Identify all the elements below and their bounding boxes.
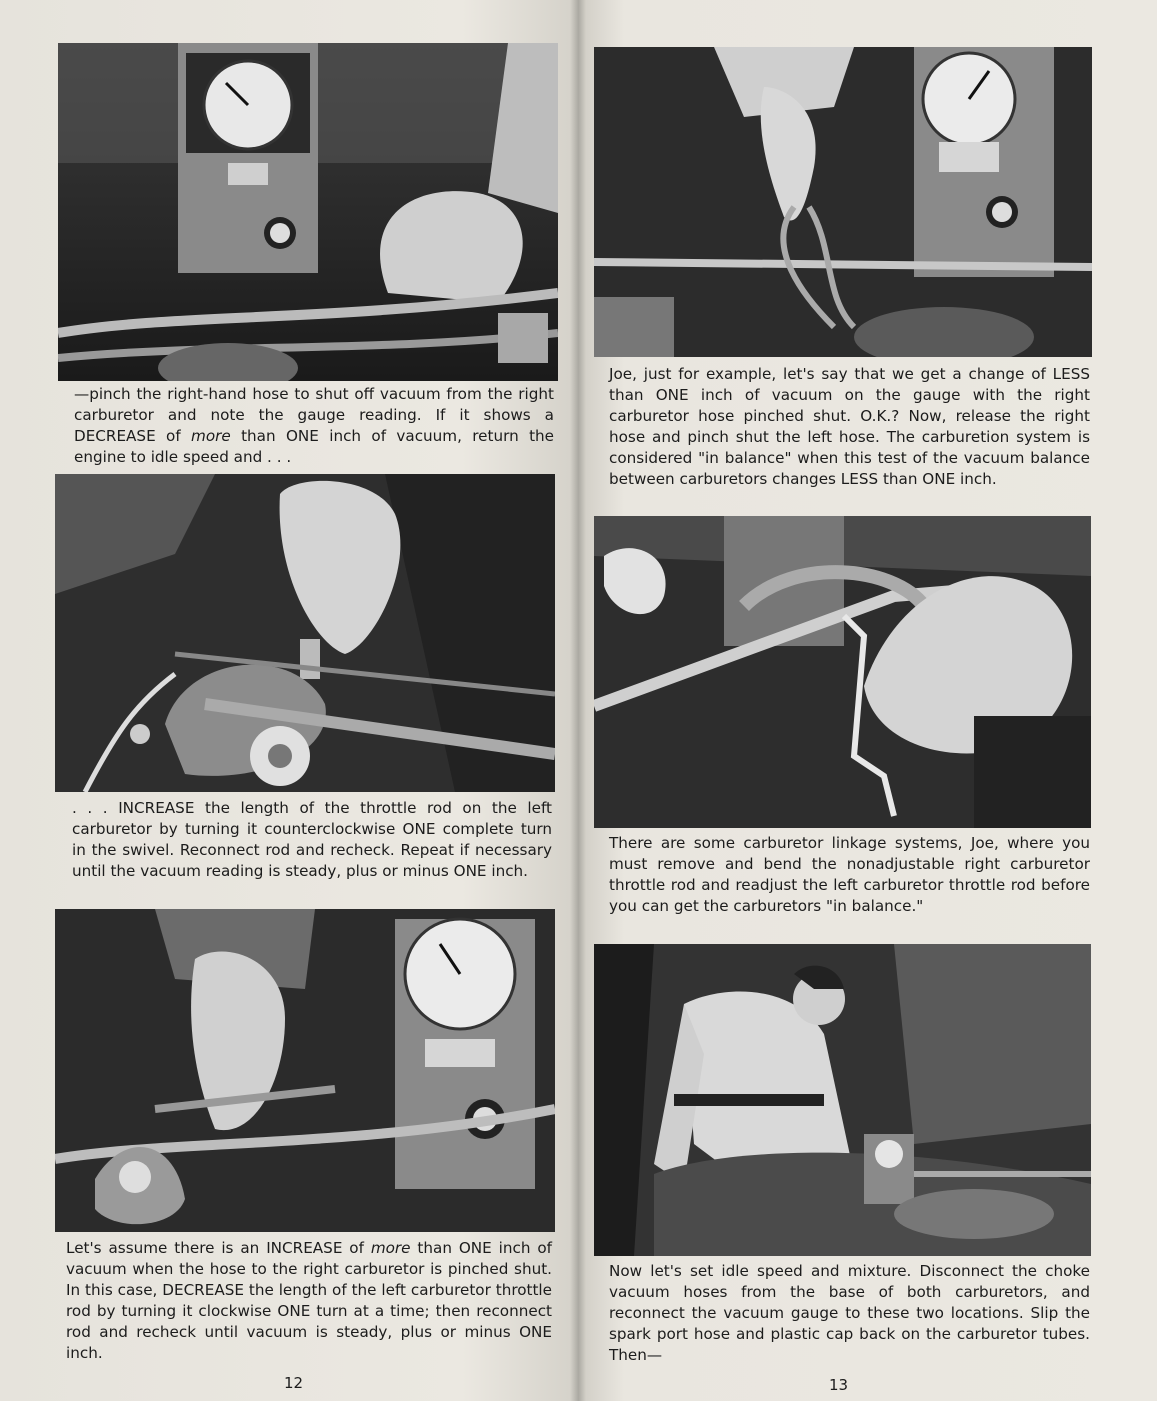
caption-text: Let's assume there is an INCREASE of — [66, 1239, 371, 1257]
caption-text: —pinch the right-hand hose to shut off vacuum from the right carburetor and note the gauge reading. If it shows a DECREASE of — [74, 385, 554, 445]
photo-mechanic-engine-bay — [594, 944, 1091, 1256]
caption-linkage-systems: There are some carburetor linkage systems, Joe, where you must remove and bend the nonadjustable right carburetor throttle rod and readjust the left carburetor throttle rod before you can get the carburetors "in balance." — [609, 834, 1090, 915]
caption-emphasis: more — [191, 427, 231, 445]
photo-gauge-pinch-right-hose — [58, 43, 558, 381]
photo-bend-throttle-rod — [594, 516, 1091, 828]
photo-gauge-pinch-left-hose — [594, 47, 1092, 357]
caption-pinch-right-hose — [74, 384, 554, 468]
page-number-right: 13 — [829, 1376, 849, 1394]
caption-text: than ONE inch of vacuum when the hose to the right carburetor is pinched shut. In this case, DECREASE the length of the left carburetor throttle rod by turning it clockwise ONE turn at a time; then reconnect rod and recheck until vacuum is steady, plus or minus ONE inch. — [66, 1239, 552, 1362]
caption-text: than ONE inch of vacuum, return the engine to idle speed and . . . — [74, 427, 554, 466]
photo-throttle-rod-adjust — [55, 474, 555, 792]
caption-emphasis: more — [370, 1239, 411, 1257]
caption-increase-throttle-rod: . . . INCREASE the length of the throttle rod on the left carburetor by turning it counterclockwise ONE complete turn in the swivel. Reconnect rod and recheck. Repeat if necessary until the vacuum reading is steady, plus or minus ONE inch. — [72, 799, 552, 880]
photo-gauge-increase-vacuum — [55, 909, 555, 1232]
page-number-left: 12 — [284, 1374, 304, 1392]
caption-assume-increase — [66, 1238, 552, 1364]
book-gutter — [570, 0, 586, 1401]
caption-less-than-one-inch: Joe, just for example, let's say that we get a change of LESS than ONE inch of vacuum on the gauge with the right carburetor hose pinched shut. O.K.? Now, release the right hose and pinch shut the left hose. The carburetion system is considered "in balance" when this test of the vacuum balance between carburetors changes LESS than ONE inch. — [609, 365, 1090, 488]
caption-idle-speed-mixture: Now let's set idle speed and mixture. Disconnect the choke vacuum hoses from the base of both carburetors, and reconnect the vacuum gauge to these two locations. Slip the spark port hose and plastic cap back on the carburetor tubes. Then— — [609, 1262, 1090, 1364]
